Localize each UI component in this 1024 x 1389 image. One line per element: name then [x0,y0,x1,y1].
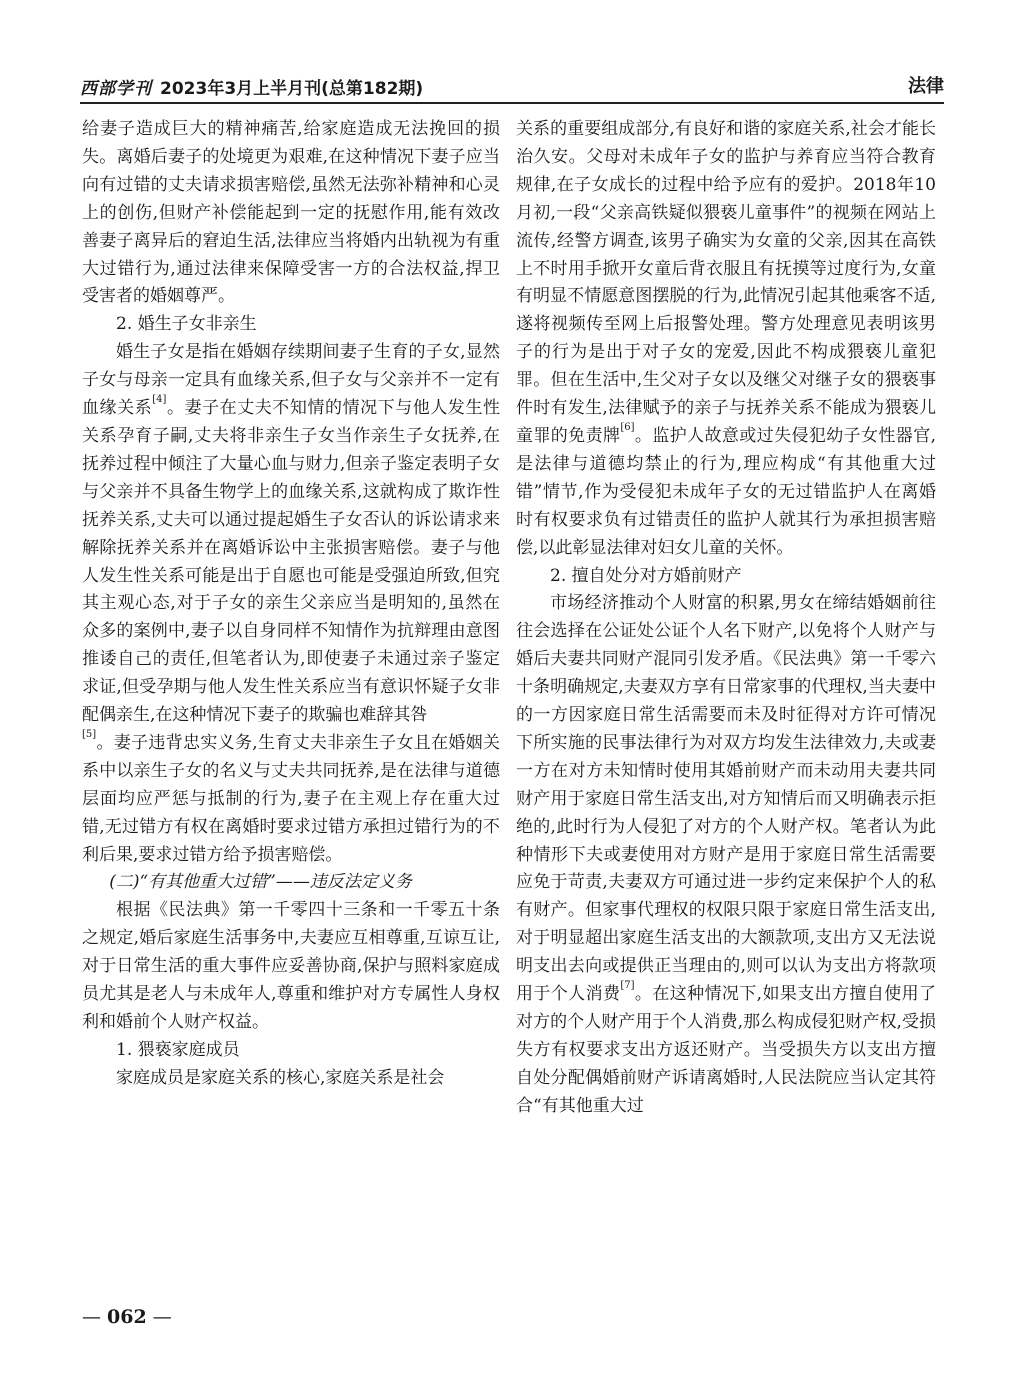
paragraph-text: 给妻子造成巨大的精神痛苦,给家庭造成无法挽回的损失。离婚后妻子的处境更为艰难,在这种情况下妻子应当向有过错的丈夫请求损害赔偿,虽然无法弥补精神和心灵上的创伤,但财产补偿能起到一定的抚慰作用,能有效改善妻子离异后的窘迫生活,法律应当将婚内出轨视为有重大过错行为,通过法律来保障受害一方的合法权益,捍卫受害者的婚姻尊严。 [82,119,500,307]
paragraph-text: 根据《民法典》第一千零四十三条和一千零五十条之规定,婚后家庭生活事务中,夫妻应互相尊重,互谅互让,对于日常生活的重大事件应妥善协商,保护与照料家庭成员尤其是老人与未成年人,尊重和维护对方专属性人身权利和婚前个人财产权益。 [82,900,500,1032]
paragraph-continuation [82,730,500,870]
paragraph-continuation [516,116,936,563]
journal-logo: 西部学刊 [80,79,152,99]
page-footer: — 062 — [82,1306,172,1328]
paragraph-text: 婚生子女是指在婚姻存续期间妻子生育的子女,显然子女与母亲一定具有血缘关系,但子女与父亲并不一定有血缘关系 [82,342,500,419]
paragraph-text: 。在这种情况下,如果支出方擅自使用了对方的个人财产用于个人消费,那么构成侵犯财产权,受损失方有权要求支出方返还财产。当受损失方以支出方擅自处分配偶婚前财产诉请离婚时,人民法院应当认定其符合“有其他重大过 [516,984,937,1116]
citation-marker: [6] [620,421,635,433]
right-column [516,116,936,1121]
paragraph-text: 1. 猥亵家庭成员 [116,1039,240,1060]
paragraph-text: 关系的重要组成部分,有良好和谐的家庭关系,社会才能长治久安。父母对未成年子女的监护与养育应当符合教育规律,在子女成长的过程中给予应有的爱护。2018年10月初,一段“父亲高铁疑似猥亵儿童事件”的视频在网站上流传,经警方调查,该男子确实为女童的父亲,因其在高铁上不时用手掀开女童后背衣服且有抚摸等过度行为,女童有明显不情愿意图摆脱的行为,此情况引起其他乘客不适,遂将视频传至网上后报警处理。警方处理意见表明该男子的行为是出于对子女的宠爱,因此不构成猥亵儿童犯罪。但在生活中,生父对子女以及继父对继子女的猥亵事件时有发生,法律赋予的亲子与抚养关系不能成为猥亵儿童罪的免责牌 [516,119,936,446]
paragraph [516,590,936,1120]
paragraph-text: 。监护人故意或过失侵犯幼子女性器官,是法律与道德均禁止的行为,理应构成“有其他重大过错”情节,作为受侵犯未成年子女的无过错监护人在离婚时有权要求负有过错责任的监护人就其行为承担损害赔偿,以此彰显法律对妇女儿童的关怀。 [516,425,937,558]
section-heading [82,311,500,339]
paragraph [82,1065,500,1093]
running-header [80,70,944,104]
citation-marker: [5] [82,728,97,740]
citation-marker: [4] [152,394,167,406]
paragraph [82,897,500,1037]
left-column [82,116,500,1093]
section-label: 法律 [908,76,944,97]
paragraph-continuation [82,116,500,311]
section-heading [516,563,936,591]
paragraph-text: 2. 婚生子女非亲生 [116,314,257,335]
paragraph [82,339,500,730]
paragraph-text: 家庭成员是家庭关系的核心,家庭关系是社会 [116,1067,445,1088]
issue-info: 2023年3月上半月刊(总第182期) [160,79,424,99]
page-number: 062 [107,1306,147,1328]
paragraph-text: 。妻子在丈夫不知情的情况下与他人发生性关系孕育子嗣,丈夫将非亲生子女当作亲生子女抚养,在抚养过程中倾注了大量心血与财力,但亲子鉴定表明子女与父亲并不具备生物学上的血缘关系,这就构成了欺诈性抚养关系,丈夫可以通过提起婚生子女否认的诉讼请求来解除抚养关系并在离婚诉讼中主张损害赔偿。妻子与他人发生性关系可能是出于自愿也可能是受强迫所致,但究其主观心态,对于子女的亲生父亲应当是明知的,虽然在众多的案例中,妻子以自身同样不知情作为抗辩理由意图推诿自己的责任,但笔者认为,即使妻子未通过亲子鉴定求证,但受孕期与他人发生性关系应当有意识怀疑子女非配偶亲生,在这种情况下妻子的欺骗也难辞其咎 [82,398,501,726]
subsection-heading [82,869,500,897]
citation-marker: [7] [620,980,635,992]
paragraph-text: 。妻子违背忠实义务,生育丈夫非亲生子女且在婚姻关系中以亲生子女的名义与丈夫共同抚养,是在法律与道德层面均应严惩与抵制的行为,妻子在主观上存在重大过错,无过错方有权在离婚时要求过错方承担过错行为的不利后果,要求过错方给予损害赔偿。 [82,732,500,865]
paragraph-text: (二)“有其他重大过错”——违反法定义务 [109,872,412,893]
paragraph-text: 市场经济推动个人财富的积累,男女在缔结婚姻前往往会选择在公证处公证个人名下财产,以免将个人财产与婚后夫妻共同财产混同引发矛盾。《民法典》第一千零六十条明确规定,夫妻双方享有日常家事的代理权,当夫妻中的一方因家庭日常生活需要而未及时征得对方许可情况下所实施的民事法律行为对双方均发生法律效力,夫或妻一方在对方未知情时使用其婚前财产而未动用夫妻共同财产用于家庭日常生活支出,对方知情后而又明确表示拒绝的,此时行为人侵犯了对方的个人财产权。笔者认为此种情形下夫或妻使用对方财产是用于家庭日常生活需要应免于苛责,夫妻双方可通过进一步约定来保护个人的私有财产。但家事代理权的权限只限于家庭日常生活支出,对于明显超出家庭生活支出的大额款项,支出方又无法说明支出去向或提供正当理由的,则可以认为支出方将款项用于个人消费 [516,593,936,1005]
section-heading [82,1037,500,1065]
paragraph-text: 2. 擅自处分对方婚前财产 [550,565,742,586]
